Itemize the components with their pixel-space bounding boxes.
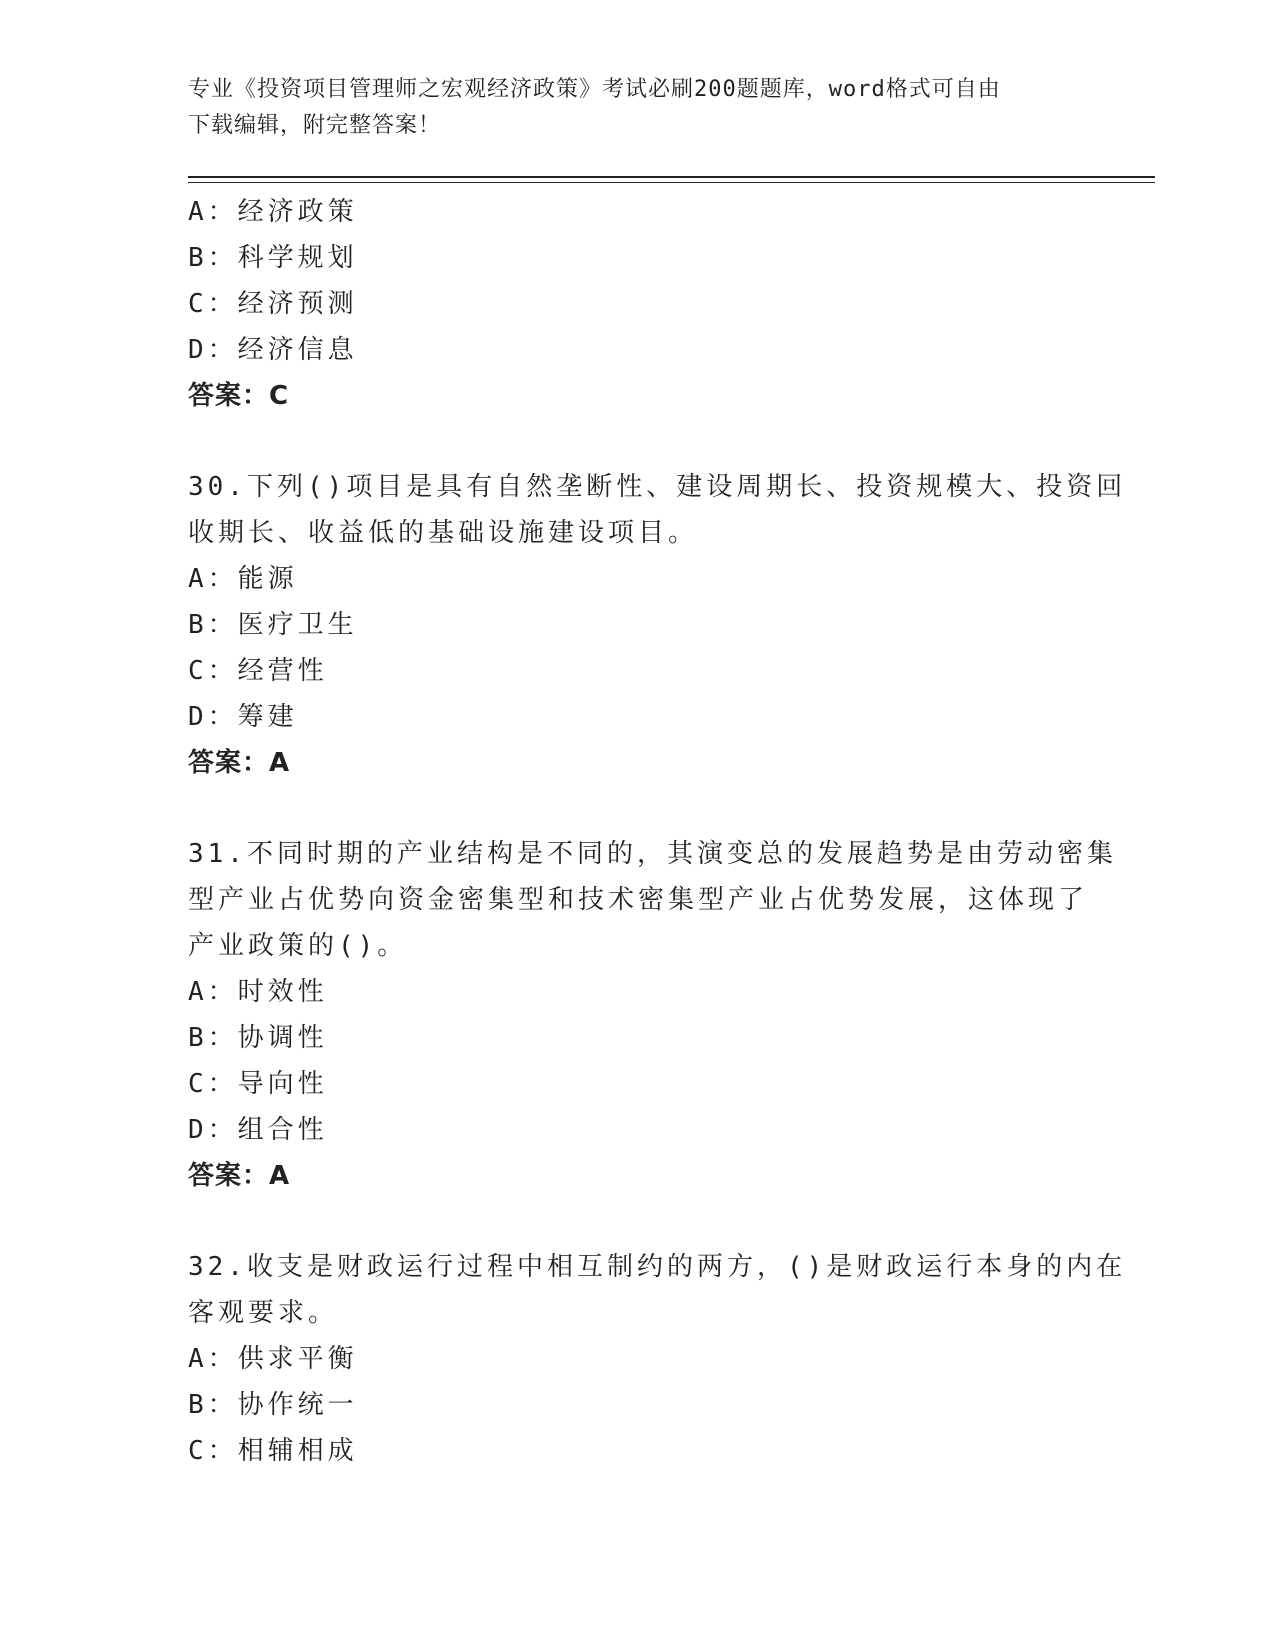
- question-31: [188, 831, 1117, 1199]
- spacer: [188, 786, 1088, 831]
- option-d: D：经济信息: [188, 335, 358, 365]
- question-text-line: 型产业占优势向资金密集型和技术密集型产业占优势发展，这体现了: [188, 885, 1089, 915]
- option-b: B：医疗卫生: [188, 610, 358, 640]
- option-c: C：经济预测: [188, 289, 358, 319]
- answer: 答案：C: [188, 381, 290, 411]
- option-a: A：时效性: [188, 977, 328, 1007]
- answer: 答案：A: [188, 748, 291, 778]
- document-body: [188, 189, 1127, 1474]
- question-29: [188, 189, 1088, 419]
- option-a: A：供求平衡: [188, 1344, 358, 1374]
- option-d: D：组合性: [188, 1115, 328, 1145]
- question-text-line: 客观要求。: [188, 1298, 339, 1328]
- option-b: B：协调性: [188, 1023, 328, 1053]
- option-a: A：能源: [188, 564, 298, 594]
- option-b: B：科学规划: [188, 243, 358, 273]
- answer: 答案：A: [188, 1161, 291, 1191]
- question-text-line: 收期长、收益低的基础设施建设项目。: [188, 518, 699, 548]
- question-text-line: 30.下列()项目是具有自然垄断性、建设周期长、投资规模大、投资回: [188, 472, 1127, 502]
- spacer: [188, 1199, 1088, 1244]
- header-line-2: 下载编辑，附完整答案！: [188, 113, 442, 138]
- option-c: C：经营性: [188, 656, 328, 686]
- question-text-line: 31.不同时期的产业结构是不同的，其演变总的发展趋势是由劳动密集: [188, 839, 1117, 869]
- question-text-line: 产业政策的()。: [188, 931, 408, 961]
- document-header: [188, 72, 1088, 144]
- option-b: B：协作统一: [188, 1390, 358, 1420]
- header-rule-thin: [188, 182, 1155, 183]
- question-text-line: 32.收支是财政运行过程中相互制约的两方，()是财政运行本身的内在: [188, 1252, 1127, 1282]
- spacer: [188, 419, 1088, 464]
- question-30: [188, 464, 1127, 786]
- question-32: [188, 1244, 1127, 1474]
- option-c: C：导向性: [188, 1069, 328, 1099]
- header-rule-thick: [188, 176, 1155, 178]
- header-line-1: 专业《投资项目管理师之宏观经济政策》考试必刷200题题库，word格式可自由: [188, 77, 1001, 102]
- option-c: C：相辅相成: [188, 1436, 358, 1466]
- option-a: A：经济政策: [188, 197, 358, 227]
- option-d: D：筹建: [188, 702, 298, 732]
